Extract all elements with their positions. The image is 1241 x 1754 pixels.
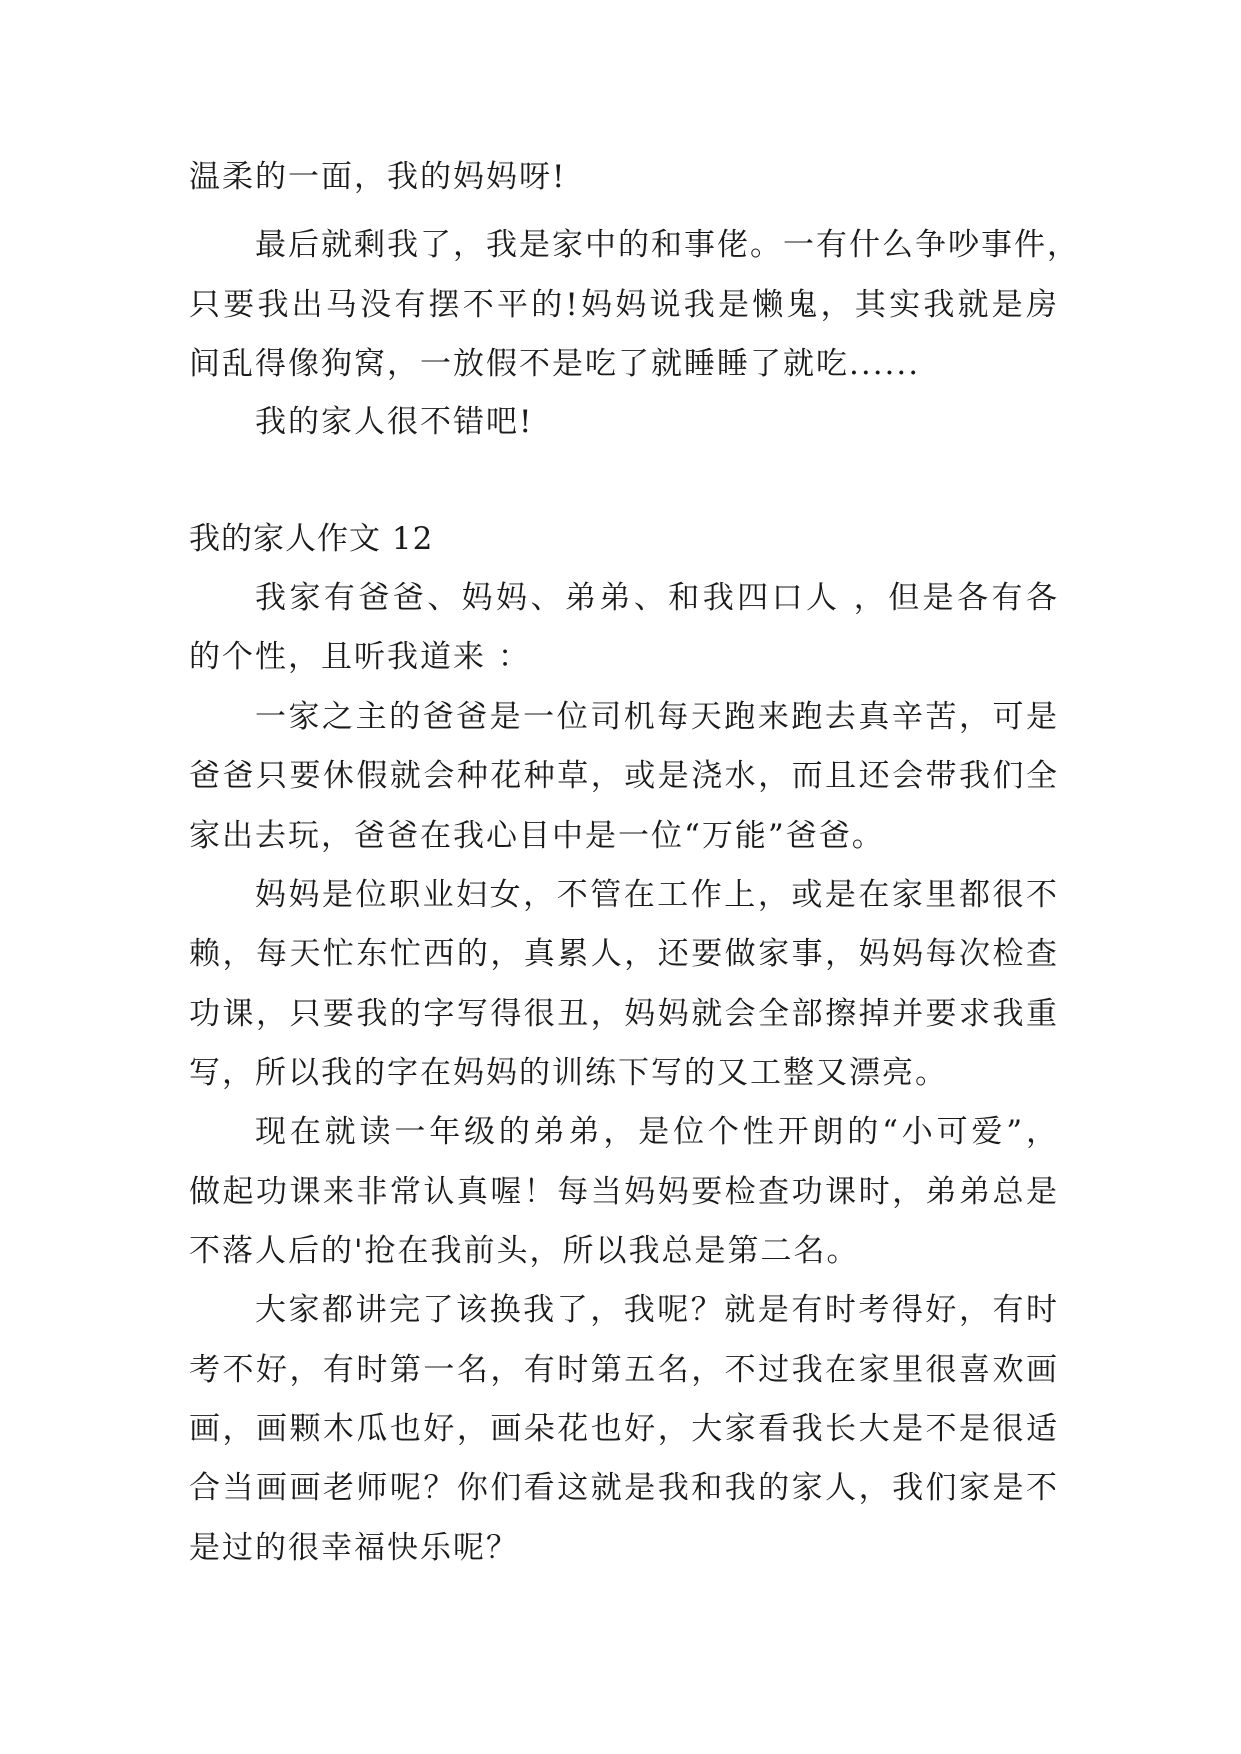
- paragraph-line: 大家都讲完了该换我了，我呢？就是有时考得好，有时: [255, 1292, 1059, 1328]
- paragraph-line: 现在就读一年级的弟弟，是位个性开朗的“小可爱”，: [255, 1114, 1059, 1150]
- paragraph-line: 不落人后的'抢在我前头，所以我总是第二名。: [189, 1233, 860, 1269]
- paragraph-line: 的个性，且听我道来 ：: [189, 639, 531, 675]
- paragraph-line: 家出去玩，爸爸在我心目中是一位“万能”爸爸。: [189, 818, 885, 854]
- paragraph-line: 我家有爸爸、妈妈、弟弟、和我四口人 ，但是各有各: [255, 580, 1059, 616]
- paragraph-line: 只要我出马没有摆不平的!妈妈说我是懒鬼，其实我就是房: [189, 287, 1059, 323]
- paragraph-line: 考不好，有时第一名，有时第五名，不过我在家里很喜欢画: [189, 1352, 1059, 1388]
- paragraph-line: 间乱得像狗窝，一放假不是吃了就睡睡了就吃......: [189, 346, 921, 382]
- paragraph-line: 我的家人很不错吧!: [255, 404, 534, 440]
- paragraph-line: 是过的很幸福快乐呢？: [189, 1530, 519, 1566]
- paragraph-line: 合当画画老师呢？你们看这就是我和我的家人，我们家是不: [189, 1470, 1059, 1506]
- paragraph-line: 最后就剩我了，我是家中的和事佬。一有什么争吵事件，: [255, 227, 1080, 263]
- paragraph-line: 功课，只要我的字写得很丑，妈妈就会全部擦掉并要求我重: [189, 996, 1059, 1032]
- paragraph-line: 做起功课来非常认真喔！每当妈妈要检查功课时，弟弟总是: [189, 1174, 1059, 1210]
- paragraph-line: 一家之主的爸爸是一位司机每天跑来跑去真辛苦，可是: [255, 699, 1059, 735]
- paragraph-line: 温柔的一面，我的妈妈呀!: [189, 159, 567, 195]
- paragraph-line: 妈妈是位职业妇女，不管在工作上，或是在家里都很不: [255, 877, 1059, 913]
- paragraph-line: 赖，每天忙东忙西的，真累人，还要做家事，妈妈每次检查: [189, 936, 1059, 972]
- paragraph-line: 写，所以我的字在妈妈的训练下写的又工整又漂亮。: [189, 1055, 948, 1091]
- section-title: 我的家人作文 12: [189, 521, 434, 557]
- paragraph-line: 画，画颗木瓜也好，画朵花也好，大家看我长大是不是很适: [189, 1411, 1059, 1447]
- paragraph-line: 爸爸只要休假就会种花种草，或是浇水，而且还会带我们全: [189, 758, 1059, 794]
